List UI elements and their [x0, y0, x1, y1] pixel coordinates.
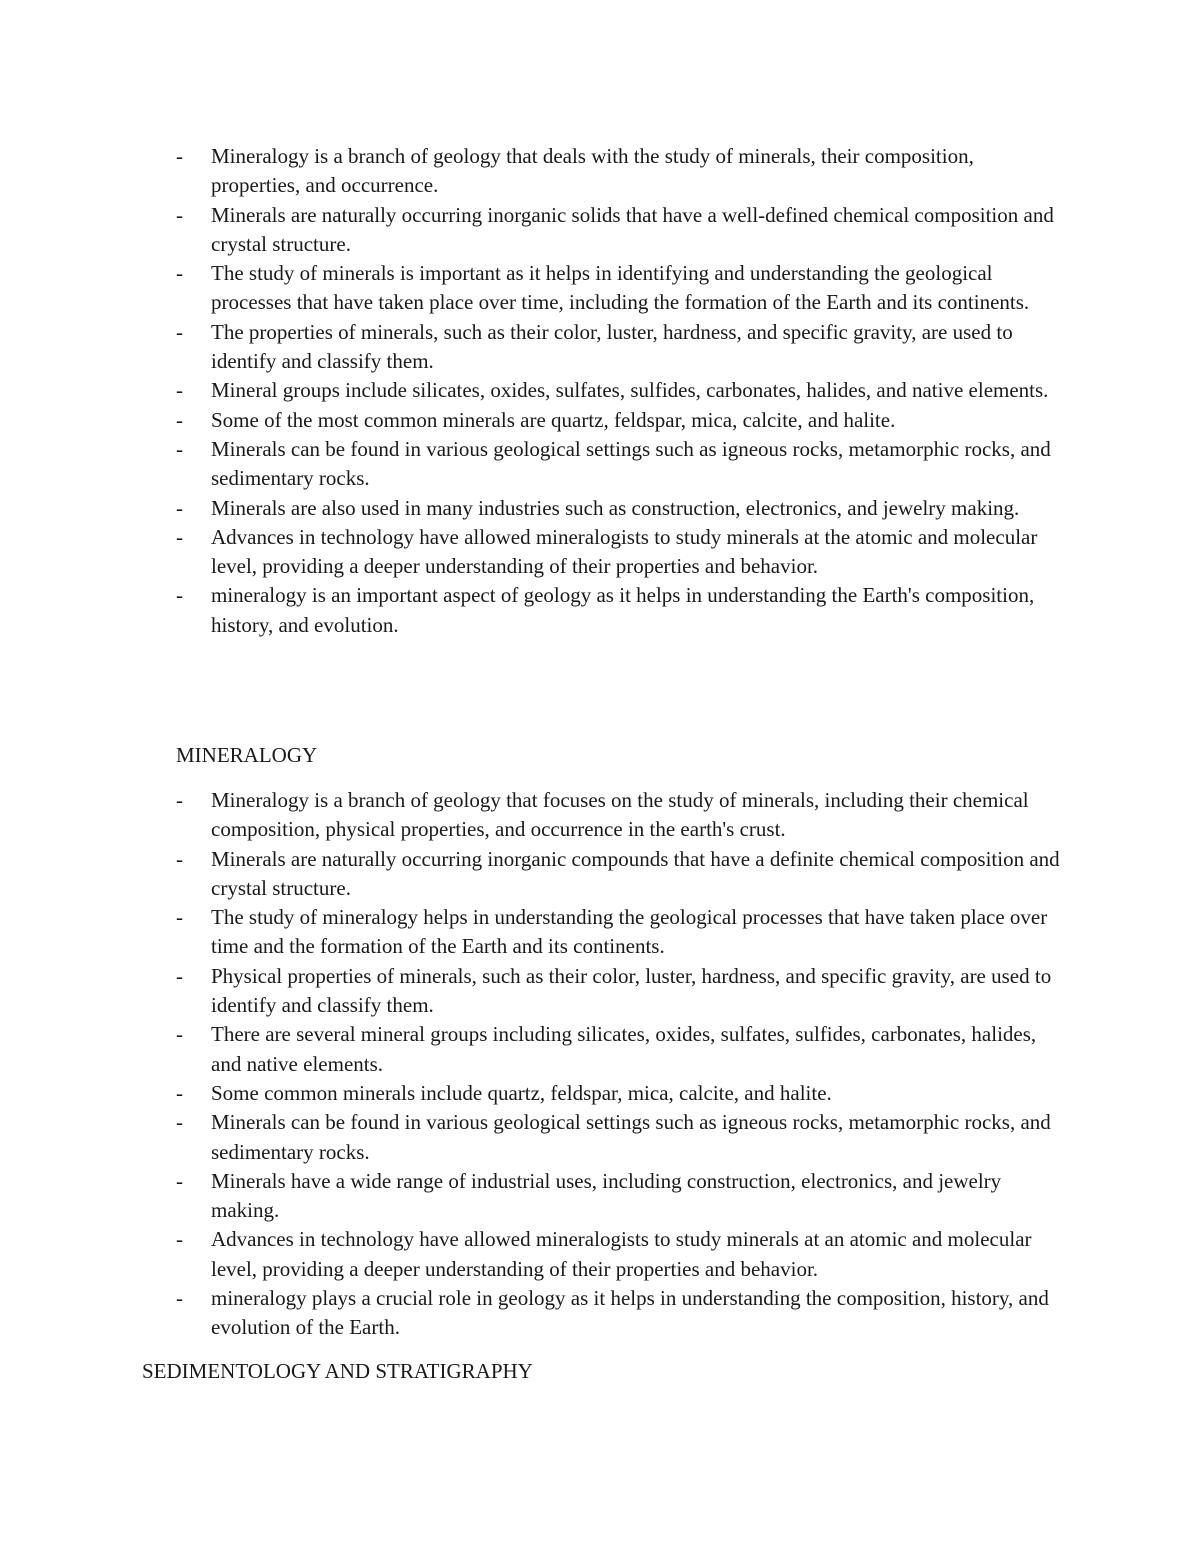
list-item: [176, 1167, 1066, 1226]
bullet-dash: -: [176, 1080, 183, 1105]
list-item-text: mineralogy is an important aspect of geology as it helps in understanding the Earth's composition, history, and evolution.: [211, 583, 1035, 637]
list-item-text: Advances in technology have allowed mineralogists to study minerals at the atomic and molecular level, providing a deeper understanding of their properties and behavior.: [211, 524, 1038, 579]
list-item-text: There are several mineral groups including silicates, oxides, sulfates, sulfides, carbonates, halides, and native elements.: [211, 1022, 1037, 1076]
section-heading-mineralogy: MINERALOGY: [176, 743, 318, 767]
bullet-dash: -: [176, 1227, 183, 1252]
bullet-dash: -: [176, 846, 183, 871]
bullet-dash: -: [176, 495, 183, 520]
list-item: [176, 142, 1066, 201]
bullet-dash: -: [176, 202, 183, 227]
bullet-dash: -: [176, 583, 183, 608]
bullet-dash: -: [176, 1168, 183, 1193]
list-item: [176, 1284, 1066, 1343]
bullet-dash: -: [176, 524, 183, 549]
list-item-text: Mineralogy is a branch of geology that focuses on the study of minerals, including their chemical composition, physical properties, and occurrence in the earth's crust.: [211, 788, 1029, 842]
bullet-dash: -: [176, 436, 183, 461]
list-item: [176, 523, 1066, 582]
list-item-text: Some common minerals include quartz, feldspar, mica, calcite, and halite.: [211, 1080, 832, 1105]
list-item-text: Physical properties of minerals, such as their color, luster, hardness, and specific gravity, are used to identify and classify them.: [211, 963, 1052, 1018]
list-item: [176, 845, 1066, 904]
bullet-dash: -: [176, 1022, 183, 1047]
bullet-dash: -: [176, 963, 183, 988]
bullet-dash: -: [176, 788, 183, 812]
list-item-text: Minerals have a wide range of industrial uses, including construction, electronics, and jewelry making.: [211, 1168, 1002, 1223]
list-item-text: Some of the most common minerals are quartz, feldspar, mica, calcite, and halite.: [211, 407, 896, 432]
list-item: [176, 962, 1066, 1021]
list-item: [176, 1108, 1066, 1167]
list-item-text: The study of minerals is important as it helps in identifying and understanding the geological processes that have taken place over time, including the formation of the Earth and its continents.: [211, 261, 1030, 315]
list-item-text: Minerals can be found in various geological settings such as igneous rocks, metamorphic rocks, and sedimentary rocks.: [211, 436, 1051, 491]
bullet-dash: -: [176, 1110, 183, 1135]
list-item: [176, 903, 1066, 962]
bullet-dash: -: [176, 319, 183, 344]
list-item-text: mineralogy plays a crucial role in geology as it helps in understanding the composition, history, and evolution of the Earth.: [211, 1286, 1049, 1340]
list-item: [176, 1079, 1066, 1108]
list-item-text: Mineralogy is a branch of geology that deals with the study of minerals, their composition, properties, and occurrence.: [211, 144, 974, 198]
bullet-dash: -: [176, 261, 183, 286]
list-item-text: Minerals can be found in various geological settings such as igneous rocks, metamorphic rocks, and sedimentary rocks.: [211, 1110, 1051, 1164]
list-item-text: Minerals are naturally occurring inorganic compounds that have a definite chemical composition and crystal structure.: [211, 846, 1060, 900]
section-heading-sedimentology: SEDIMENTOLOGY AND STRATIGRAPHY: [142, 1359, 533, 1383]
list-item-text: The study of mineralogy helps in understanding the geological processes that have taken place over time and the formation of the Earth and its continents.: [211, 905, 1048, 959]
list-item-text: Minerals are also used in many industries such as construction, electronics, and jewelry making.: [211, 495, 1020, 520]
list-item-text: Minerals are naturally occurring inorganic solids that have a well-defined chemical composition and crystal structure.: [211, 202, 1054, 256]
list-item-text: The properties of minerals, such as their color, luster, hardness, and specific gravity, are used to identify and classify them.: [211, 319, 1013, 374]
list-item: [176, 435, 1066, 494]
list-item: [176, 494, 1066, 523]
mineralogy-intro-list: [176, 142, 1066, 640]
bullet-dash: -: [176, 378, 183, 403]
list-item-text: Mineral groups include silicates, oxides, sulfates, sulfides, carbonates, halides, and native elements.: [211, 378, 1049, 403]
list-item: [176, 318, 1066, 377]
list-item-text: Advances in technology have allowed mineralogists to study minerals at an atomic and molecular level, providing a deeper understanding of their properties and behavior.: [211, 1227, 1032, 1281]
bullet-dash: -: [176, 905, 183, 930]
list-item: [176, 201, 1066, 260]
list-item: [176, 376, 1066, 405]
list-item: [176, 259, 1066, 318]
list-item: [176, 406, 1066, 435]
bullet-dash: -: [176, 1286, 183, 1311]
bullet-dash: -: [176, 407, 183, 432]
list-item: [176, 581, 1066, 640]
list-item: [176, 786, 1066, 845]
bullet-dash: -: [176, 144, 183, 168]
mineralogy-list: [176, 786, 1066, 1343]
list-item: [176, 1020, 1066, 1079]
list-item: [176, 1225, 1066, 1284]
